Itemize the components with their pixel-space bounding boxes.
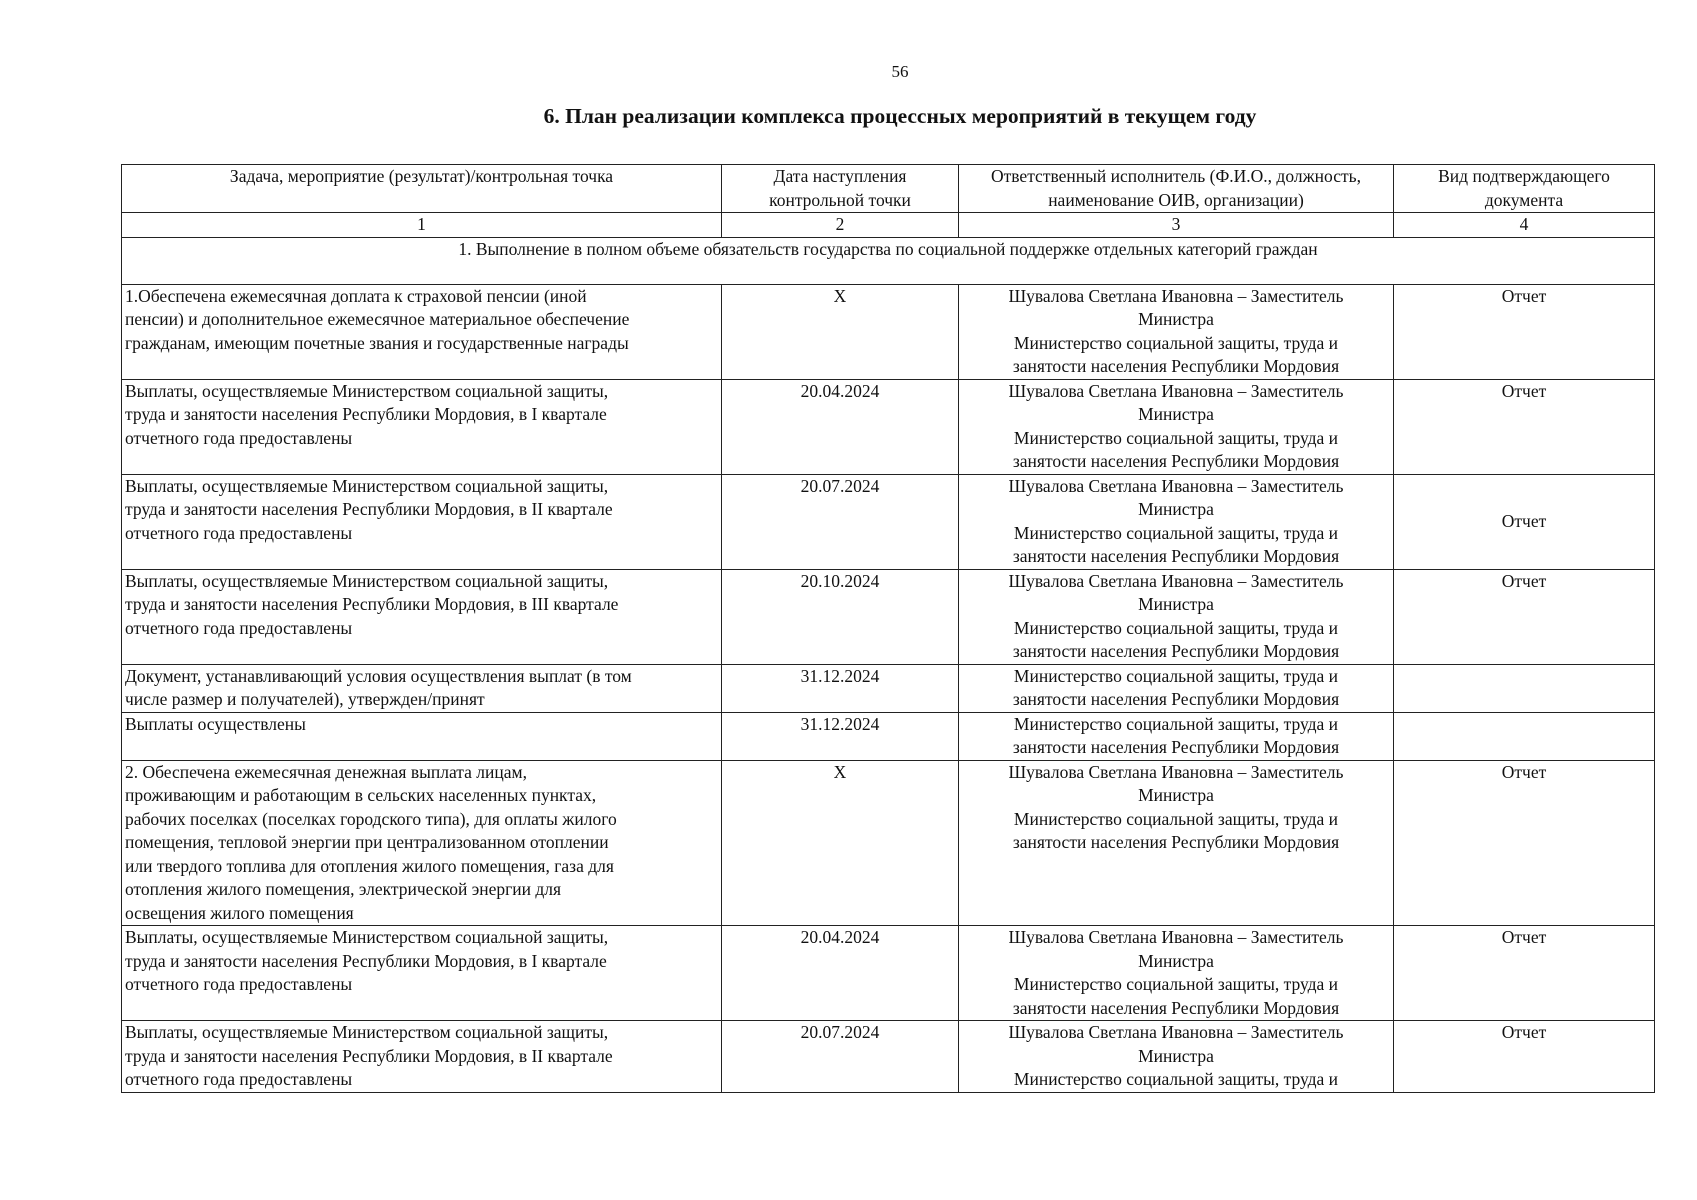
date-cell: 20.04.2024 — [722, 379, 959, 474]
document-cell: Отчет — [1394, 760, 1655, 926]
task-cell: Выплаты, осуществляемые Министерством социальной защиты, труда и занятости населения Республики Мордовия, в II квартале отчетного года предоставлены — [122, 474, 722, 569]
column-numbers-row — [122, 213, 1655, 238]
responsible-cell: Шувалова Светлана Ивановна – Заместитель Министра Министерство социальной защиты, труда и — [959, 1021, 1394, 1093]
responsible-cell: Шувалова Светлана Ивановна – Заместитель Министра Министерство социальной защиты, труда и занятости населения Республики Мордовия — [959, 569, 1394, 664]
column-number: 3 — [959, 213, 1394, 238]
task-cell: Выплаты, осуществляемые Министерством социальной защиты, труда и занятости населения Республики Мордовия, в I квартале отчетного года предоставлены — [122, 926, 722, 1021]
document-cell: Отчет — [1394, 1021, 1655, 1093]
responsible-cell: Шувалова Светлана Ивановна – Заместитель Министра Министерство социальной защиты, труда и занятости населения Республики Мордовия — [959, 760, 1394, 926]
document-cell: Отчет — [1394, 926, 1655, 1021]
task-cell: Выплаты, осуществляемые Министерством социальной защиты, труда и занятости населения Республики Мордовия, в I квартале отчетного года предоставлены — [122, 379, 722, 474]
date-cell: 31.12.2024 — [722, 664, 959, 712]
task-cell: Выплаты осуществлены — [122, 712, 722, 760]
section-title: 1. Выполнение в полном объеме обязательств государства по социальной поддержке отдельных категорий граждан — [122, 237, 1655, 284]
table-row — [122, 379, 1655, 474]
plan-table — [121, 164, 1655, 1093]
task-cell: Документ, устанавливающий условия осуществления выплат (в том числе размер и получателей), утвержден/принят — [122, 664, 722, 712]
date-cell: 20.10.2024 — [722, 569, 959, 664]
date-cell: 31.12.2024 — [722, 712, 959, 760]
responsible-cell: Шувалова Светлана Ивановна – Заместитель Министра Министерство социальной защиты, труда и занятости населения Республики Мордовия — [959, 284, 1394, 379]
responsible-cell: Шувалова Светлана Ивановна – Заместитель Министра Министерство социальной защиты, труда и занятости населения Республики Мордовия — [959, 379, 1394, 474]
page-number: 56 — [891, 62, 909, 81]
table-row — [122, 1021, 1655, 1093]
table-row — [122, 569, 1655, 664]
document-cell: Отчет — [1394, 474, 1655, 569]
header-task: Задача, мероприятие (результат)/контрольная точка — [122, 165, 722, 213]
section-row — [122, 237, 1655, 284]
date-cell: 20.04.2024 — [722, 926, 959, 1021]
responsible-cell: Министерство социальной защиты, труда и занятости населения Республики Мордовия — [959, 664, 1394, 712]
column-number: 2 — [722, 213, 959, 238]
column-number: 1 — [122, 213, 722, 238]
table-row — [122, 926, 1655, 1021]
document-cell — [1394, 712, 1655, 760]
table-row — [122, 664, 1655, 712]
table-header-row — [122, 165, 1655, 213]
document-cell: Отчет — [1394, 284, 1655, 379]
date-cell: X — [722, 760, 959, 926]
header-date: Дата наступления контрольной точки — [722, 165, 959, 213]
responsible-cell: Шувалова Светлана Ивановна – Заместитель Министра Министерство социальной защиты, труда и занятости населения Республики Мордовия — [959, 926, 1394, 1021]
task-cell: 1.Обеспечена ежемесячная доплата к страховой пенсии (иной пенсии) и дополнительное ежемесячное материальное обеспечение гражданам, имеющим почетные звания и государственные награды — [122, 284, 722, 379]
responsible-cell: Шувалова Светлана Ивановна – Заместитель Министра Министерство социальной защиты, труда и занятости населения Республики Мордовия — [959, 474, 1394, 569]
date-cell: 20.07.2024 — [722, 474, 959, 569]
task-cell: Выплаты, осуществляемые Министерством социальной защиты, труда и занятости населения Республики Мордовия, в II квартале отчетного года предоставлены — [122, 1021, 722, 1093]
table-row — [122, 284, 1655, 379]
header-document: Вид подтверждающего документа — [1394, 165, 1655, 213]
document-cell — [1394, 664, 1655, 712]
table-row — [122, 760, 1655, 926]
date-cell: 20.07.2024 — [722, 1021, 959, 1093]
header-responsible: Ответственный исполнитель (Ф.И.О., должность, наименование ОИВ, организации) — [959, 165, 1394, 213]
task-cell: 2. Обеспечена ежемесячная денежная выплата лицам, проживающим и работающим в сельских населенных пунктах, рабочих поселках (поселках городского типа), для оплаты жилого помещения, тепловой энергии при централизованном отоплении или твердого топлива для отопления жилого помещения, газа для отопления жилого помещения, электрической энергии для освещения жилого помещения — [122, 760, 722, 926]
document-cell: Отчет — [1394, 569, 1655, 664]
document-cell: Отчет — [1394, 379, 1655, 474]
date-cell: X — [722, 284, 959, 379]
task-cell: Выплаты, осуществляемые Министерством социальной защиты, труда и занятости населения Республики Мордовия, в III квартале отчетного года предоставлены — [122, 569, 722, 664]
responsible-cell: Министерство социальной защиты, труда и занятости населения Республики Мордовия — [959, 712, 1394, 760]
column-number: 4 — [1394, 213, 1655, 238]
table-row — [122, 712, 1655, 760]
table-row — [122, 474, 1655, 569]
document-title: 6. План реализации комплекса процессных мероприятий в текущем году — [543, 104, 1257, 128]
